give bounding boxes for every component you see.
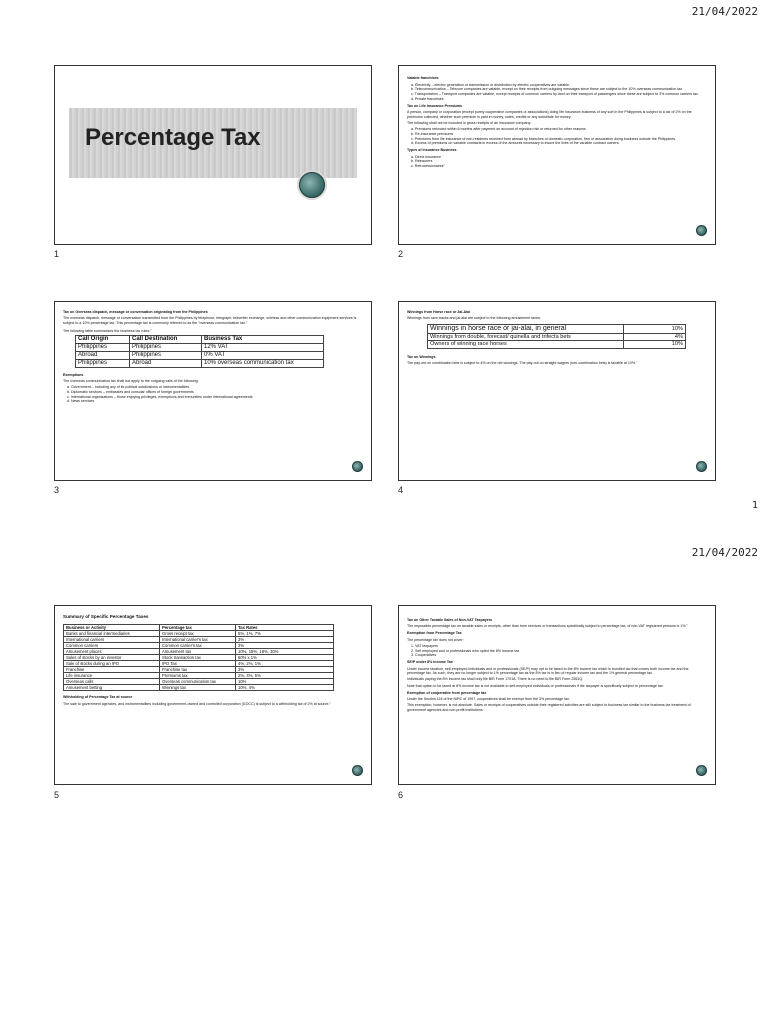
table-cell: 10% <box>624 324 686 333</box>
slide-number-1: 1 <box>54 249 60 259</box>
table-cell: Franchise <box>64 667 160 673</box>
exemptions-heading: Exemptions <box>63 372 84 377</box>
slide-number-2: 2 <box>398 249 404 259</box>
table-cell: Common carriers <box>64 643 160 649</box>
table-cell: IPO Tax <box>160 661 236 667</box>
table-cell: 4%, 2%, 1% <box>236 661 334 667</box>
winnings-heading: Tax on Winnings <box>407 354 436 359</box>
table-cell: Owners of winning race horses <box>428 341 624 348</box>
horse-race-heading: Winnings from Horse race or Jai-Alai <box>407 310 471 314</box>
table-cell: 10%, 15%, 18%, 30% <box>236 649 334 655</box>
slide-number-4: 4 <box>398 485 404 495</box>
table-cell: Common carrier's tax <box>160 643 236 649</box>
table-cell: Sale of stocks during an IPO <box>64 661 160 667</box>
seal-logo-icon <box>352 765 363 776</box>
table-row <box>428 333 686 340</box>
page2-date: 21/04/2022 <box>691 546 758 559</box>
seal-logo-icon <box>696 461 707 472</box>
list-item: a. Electricity – electric generation or transmission or distribution by electric cooperatives are vatable. <box>411 82 570 87</box>
table-cell: Franchise tax <box>160 667 236 673</box>
exemptions-intro: The overseas communication tax shall not apply to the outgoing calls of the following: <box>63 379 199 384</box>
slide-title: Percentage Tax <box>85 124 261 151</box>
amusement-tax-table <box>427 324 686 349</box>
table-header: Tax Rates <box>236 624 334 630</box>
table-row <box>64 685 334 691</box>
table-cell: Overseas calls <box>64 679 160 685</box>
table-cell: Amusement places <box>64 649 160 655</box>
list-item: a. Government – including any of its political subdivisions or instrumentalities <box>67 385 190 390</box>
life-insurance-heading: Tax on Life Insurance Premiums <box>407 103 463 108</box>
winnings-text: The pay-out on combination bets is subject to 4% on the net winnings. The pay-out on straight wagers (non-combination bets) is taxable at 10%." <box>407 361 638 366</box>
exemption-intro: The percentage tax does not cover: <box>407 637 464 642</box>
excluded-intro: The following shall not be included in gross receipts of an insurance company: <box>407 120 532 125</box>
table-cell: 12% VAT <box>202 344 324 352</box>
table-cell: 10% <box>624 341 686 348</box>
table-cell: Amusement tax <box>160 649 236 655</box>
slide-3 <box>54 301 372 481</box>
table-cell: Premiums tax <box>160 673 236 679</box>
table-cell: Philippines <box>130 344 202 352</box>
cooperative-text-2: This exemption, however, is not absolute. Sales or receipts of cooperatives outside their registered activities are still subject to business tax similar to the business tax treatment of government agencies and non-profit institutions. <box>407 703 691 712</box>
cooperative-text: Under the Section 116 of the NIRC of 1997, cooperatives shall be exempt from the 3% percentage tax. <box>407 697 570 702</box>
table-cell: Gross receipt tax <box>160 631 236 637</box>
table-row <box>76 359 324 367</box>
specific-percentage-taxes-table <box>63 624 334 691</box>
table-cell: 5%, 1%, 7% <box>236 631 334 637</box>
slide-2 <box>398 65 716 245</box>
seal-logo-icon <box>696 765 707 776</box>
table-cell: Philippines <box>76 344 130 352</box>
summary-heading: Summary of Specific Percentage Taxes <box>63 614 149 619</box>
table-cell: 3% <box>236 643 334 649</box>
table-cell: Amusement betting <box>64 685 160 691</box>
sep-heading: SE/P under 8% Income Tax <box>407 660 453 665</box>
table-cell: Sales of stocks by an investor <box>64 655 160 661</box>
slide-number-6: 6 <box>398 790 404 800</box>
table-row <box>428 341 686 348</box>
table-cell: Philippines <box>130 352 202 360</box>
table-cell: 10% <box>236 679 334 685</box>
table-row <box>428 324 686 333</box>
table-row <box>76 352 324 360</box>
table-cell: Stock transaction tax <box>160 655 236 661</box>
page-number: 1 <box>751 500 758 511</box>
table-row <box>76 344 324 352</box>
withholding-text: The sale to government agencies, and instrumentalities including government-owned and controlled corporation (GOCC) is subject to a withholding tax of 2% at source." <box>63 701 331 706</box>
slide-number-3: 3 <box>54 485 60 495</box>
table-cell: 60% x 1% <box>236 655 334 661</box>
table-header: Percentage tax <box>160 624 236 630</box>
vatable-heading: Vatable franchises <box>407 76 439 81</box>
list-item: c. International organizations – those enjoying privileges, exemptions and immunities under international agreements <box>67 394 253 399</box>
table-cell: Winnings tax <box>160 685 236 691</box>
slide-5 <box>54 605 372 785</box>
non-vat-heading: Tax on Other Taxable Sales of Non-VAT Taxpayers <box>407 618 493 622</box>
seal-logo-icon <box>696 225 707 236</box>
table-cell: Overseas communication tax <box>160 679 236 685</box>
table-cell: Abroad <box>76 352 130 360</box>
sep-text-2: Individuals paying the 8% income tax shall only file BIR Form 1701A. There is no need to file BIR Form 2551Q. <box>407 677 584 682</box>
list-item: d. Private franchises <box>411 96 444 101</box>
table-cell: Winnings from double, forecast/ quinella and trifecta bets <box>428 333 624 340</box>
table-cell: Abroad <box>130 359 202 367</box>
table-intro: The following table summarizes the business tax rules:" <box>63 328 152 333</box>
table-cell: 3% <box>236 637 334 643</box>
list-item: b. Re-insurance premiums <box>411 131 454 136</box>
life-insurance-text: A person, company or corporation (except purely cooperative companies or associations) doing life insurance business of any sort in the Philippines is subject to a tax of 2% on the premiums collected, whether such premium is paid in money, notes, credits or any substitute for money. <box>407 110 692 119</box>
table-header: Call Origin <box>76 336 130 344</box>
table-header: Business Tax <box>202 336 324 344</box>
sep-text-3: Note that option to be taxed at 8% income tax is not available to self-employed individuals or professionals if the taxpayer is specifically subject to percentage tax. <box>407 683 664 688</box>
exemption-heading: Exemption from Percentage Tax <box>407 631 462 636</box>
table-cell: Life insurance <box>64 673 160 679</box>
seal-logo-icon <box>352 461 363 472</box>
list-item: b. Telecommunication – Telecom companies are vatable, except on their receipts from outgoing messages since these are subject to the 10% overseas communication tax. <box>411 87 684 92</box>
list-item: 1. VAT taxpayers <box>411 643 438 648</box>
horse-race-intro: Winnings from race tracks and jai-alai are subject to the following amusement taxes: <box>407 316 541 321</box>
table-cell: Banks and financial intermediaries <box>64 631 160 637</box>
table-cell: 4% <box>624 333 686 340</box>
non-vat-text: The impossible percentage tax on taxable sales or receipts, other than from services or transactions specifically subject to percentage tax, of non-VAT registered persons is 1%." <box>407 624 688 629</box>
table-cell: Philippines <box>76 359 130 367</box>
list-item: b. Diplomatic services – embassies and consular offices of foreign governments <box>67 390 194 395</box>
table-cell: 10% overseas communication tax <box>202 359 324 367</box>
table-cell: 10%, 4% <box>236 685 334 691</box>
list-item: 3. Cooperatives <box>411 653 437 658</box>
slide-6 <box>398 605 716 785</box>
table-cell: International carrier's tax <box>160 637 236 643</box>
list-item: a. Direct insurance <box>411 154 441 159</box>
overseas-text: The overseas dispatch, message or conversation transmitted from the Philippines by telephone, telegraph, telewriter exchange, wireless and other communication equipment services is subject to a 10% percentage tax. This percentage tax is commonly referred to as the "overseas communication tax." <box>63 316 357 325</box>
table-cell: Winnings in horse race or jai-alai, in general <box>428 324 624 333</box>
table-cell: International carriers <box>64 637 160 643</box>
table-header: Call Destination <box>130 336 202 344</box>
table-header: Business or Activity <box>64 624 160 630</box>
list-item: c. Retrocessionaires" <box>411 163 445 168</box>
cooperative-heading: Exemption of cooperative from percentage tax <box>407 690 487 695</box>
overseas-heading: Tax on Overseas dispatch, message or conversation originating from the Philippines <box>63 310 208 314</box>
list-item: c. Premiums from life insurance of non-residents received from abroad by branches of domestic corporation, firm or association doing business outside the Philippines. <box>411 136 677 141</box>
slide-number-5: 5 <box>54 790 60 800</box>
insurance-types-heading: Types of Insurance Business <box>407 148 457 153</box>
table-cell: 3% <box>236 667 334 673</box>
table-cell: 2%, 4%, 5% <box>236 673 334 679</box>
withholding-heading: Withholding of Percentage Tax at source <box>63 695 133 700</box>
seal-logo-icon <box>299 172 325 198</box>
list-item: c. Transportation – Transport companies are vatable, except receipts of common carriers by land on their transport of passengers since these are subject to 3% common carriers tax. <box>411 92 699 96</box>
sep-text: Under income taxation, self-employed individuals and or professionals (SE/P) may opt to be taxed to the 8% income tax which is bundled tax that covers both income tax and the percentage tax. As such, they are no longer subject to 1% percentage tax as the 8% tax is in lieu of regular income tax and the 1% general percentage tax. <box>407 666 689 676</box>
business-tax-table <box>75 335 324 368</box>
list-item: a. Premiums refunded within 6 months after payment on account of rejection risk or returned for other reasons <box>411 127 586 132</box>
slide-4 <box>398 301 716 481</box>
page1-date: 21/04/2022 <box>691 5 758 18</box>
list-item: d. Excess of premiums on variable contracts in excess of the amounts necessary to insure the lives of the variable contract owners. <box>411 141 620 146</box>
list-item: b. Reinsurers <box>411 159 433 164</box>
slide-1 <box>54 65 372 245</box>
list-item: d. News services <box>67 399 95 404</box>
table-cell: 0% VAT <box>202 352 324 360</box>
list-item: 2. Self employed and or professionals who opted the 8% income tax <box>411 648 520 653</box>
